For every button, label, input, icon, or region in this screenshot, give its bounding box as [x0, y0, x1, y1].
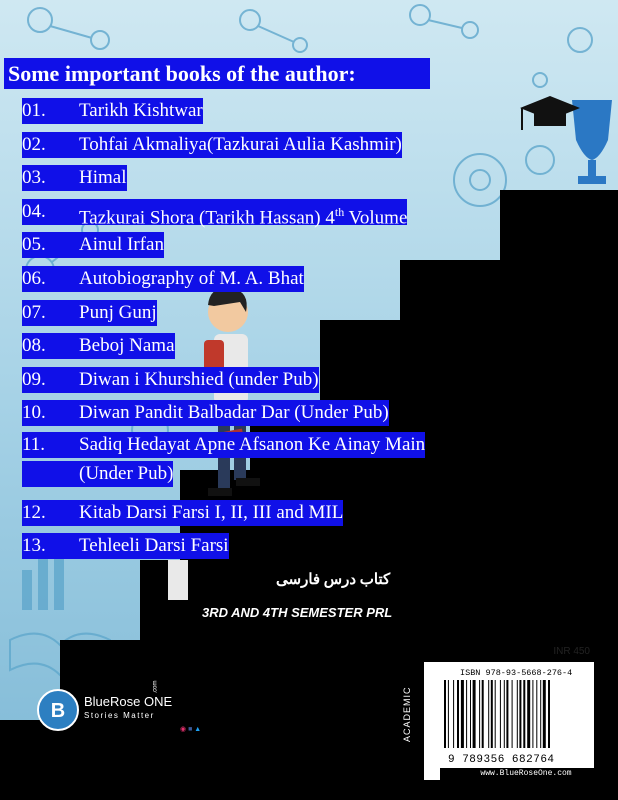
barcode-digits: 9 789356 682764 — [448, 754, 555, 766]
book-number: 03. — [22, 167, 46, 188]
book-item — [22, 98, 203, 124]
svg-text:B: B — [50, 700, 66, 722]
book-item — [22, 367, 319, 393]
publisher-logo-icon — [36, 688, 80, 732]
book-title: Tazkurai Shora (Tarikh Hassan) 4th Volume — [79, 205, 408, 229]
books-heading: Some important books of the author: — [4, 58, 430, 89]
social-icons — [180, 725, 201, 733]
book-title: Himal — [79, 167, 127, 188]
book-number: 05. — [22, 234, 46, 255]
book-number: 07. — [22, 302, 46, 323]
book-item — [22, 432, 425, 458]
facebook-icon: ■ — [188, 726, 193, 733]
book-title: Beboj Nama — [79, 335, 175, 356]
book-number: 04. — [22, 201, 46, 222]
book-number: 10. — [22, 402, 46, 423]
isbn-text: ISBN 978-93-5668-276-4 — [460, 668, 573, 678]
book-item — [22, 165, 127, 191]
book-number: 01. — [22, 100, 46, 121]
book-title: Diwan i Khurshied (under Pub) — [79, 369, 319, 390]
book-item — [22, 232, 164, 258]
book-title: Kitab Darsi Farsi I, II, III and MIL — [79, 502, 344, 523]
price-label: INR 450 — [553, 646, 590, 657]
book-title: Diwan Pandit Balbadar Dar (Under Pub) — [79, 402, 389, 423]
book-number: 02. — [22, 134, 46, 155]
book-item — [22, 500, 343, 526]
instagram-icon: ◉ — [180, 726, 187, 733]
book-title: Tarikh Kishtwar — [79, 100, 203, 121]
publisher-com: .com — [152, 680, 159, 694]
book-title: Sadiq Hedayat Apne Afsanon Ke Ainay Main — [79, 434, 426, 455]
semester-label: 3RD AND 4TH SEMESTER PRL — [202, 605, 393, 620]
book-number: 12. — [22, 502, 46, 523]
book-item — [22, 300, 157, 326]
urdu-title: کتاب درس فارسی — [276, 572, 391, 588]
book-number: 08. — [22, 335, 46, 356]
publisher-tagline: Stories Matter — [84, 711, 155, 720]
book-item — [22, 266, 304, 292]
book-item — [22, 461, 173, 487]
book-item — [22, 333, 175, 359]
book-number: 13. — [22, 535, 46, 556]
book-title: Tehleeli Darsi Farsi — [79, 535, 229, 556]
book-number — [22, 461, 79, 487]
website-url: www.BlueRoseOne.com — [440, 768, 612, 780]
book-title: Autobiography of M. A. Bhat — [79, 268, 304, 289]
book-number: 06. — [22, 268, 46, 289]
barcode — [444, 680, 594, 750]
book-title: Ainul Irfan — [79, 234, 164, 255]
book-number: 09. — [22, 369, 46, 390]
book-item — [22, 533, 229, 559]
publisher-name: BlueRose ONE — [84, 694, 173, 709]
book-item — [22, 400, 389, 426]
spine-label: ACADEMIC — [402, 686, 412, 742]
book-item — [22, 199, 408, 229]
book-number: 11. — [22, 434, 46, 455]
book-title: Tohfai Akmaliya(Tazkurai Aulia Kashmir) — [79, 134, 402, 155]
book-title: Punj Gunj — [79, 302, 157, 323]
book-title: (Under Pub) — [79, 463, 174, 484]
book-item — [22, 132, 402, 158]
twitter-icon: ▲ — [194, 726, 202, 733]
